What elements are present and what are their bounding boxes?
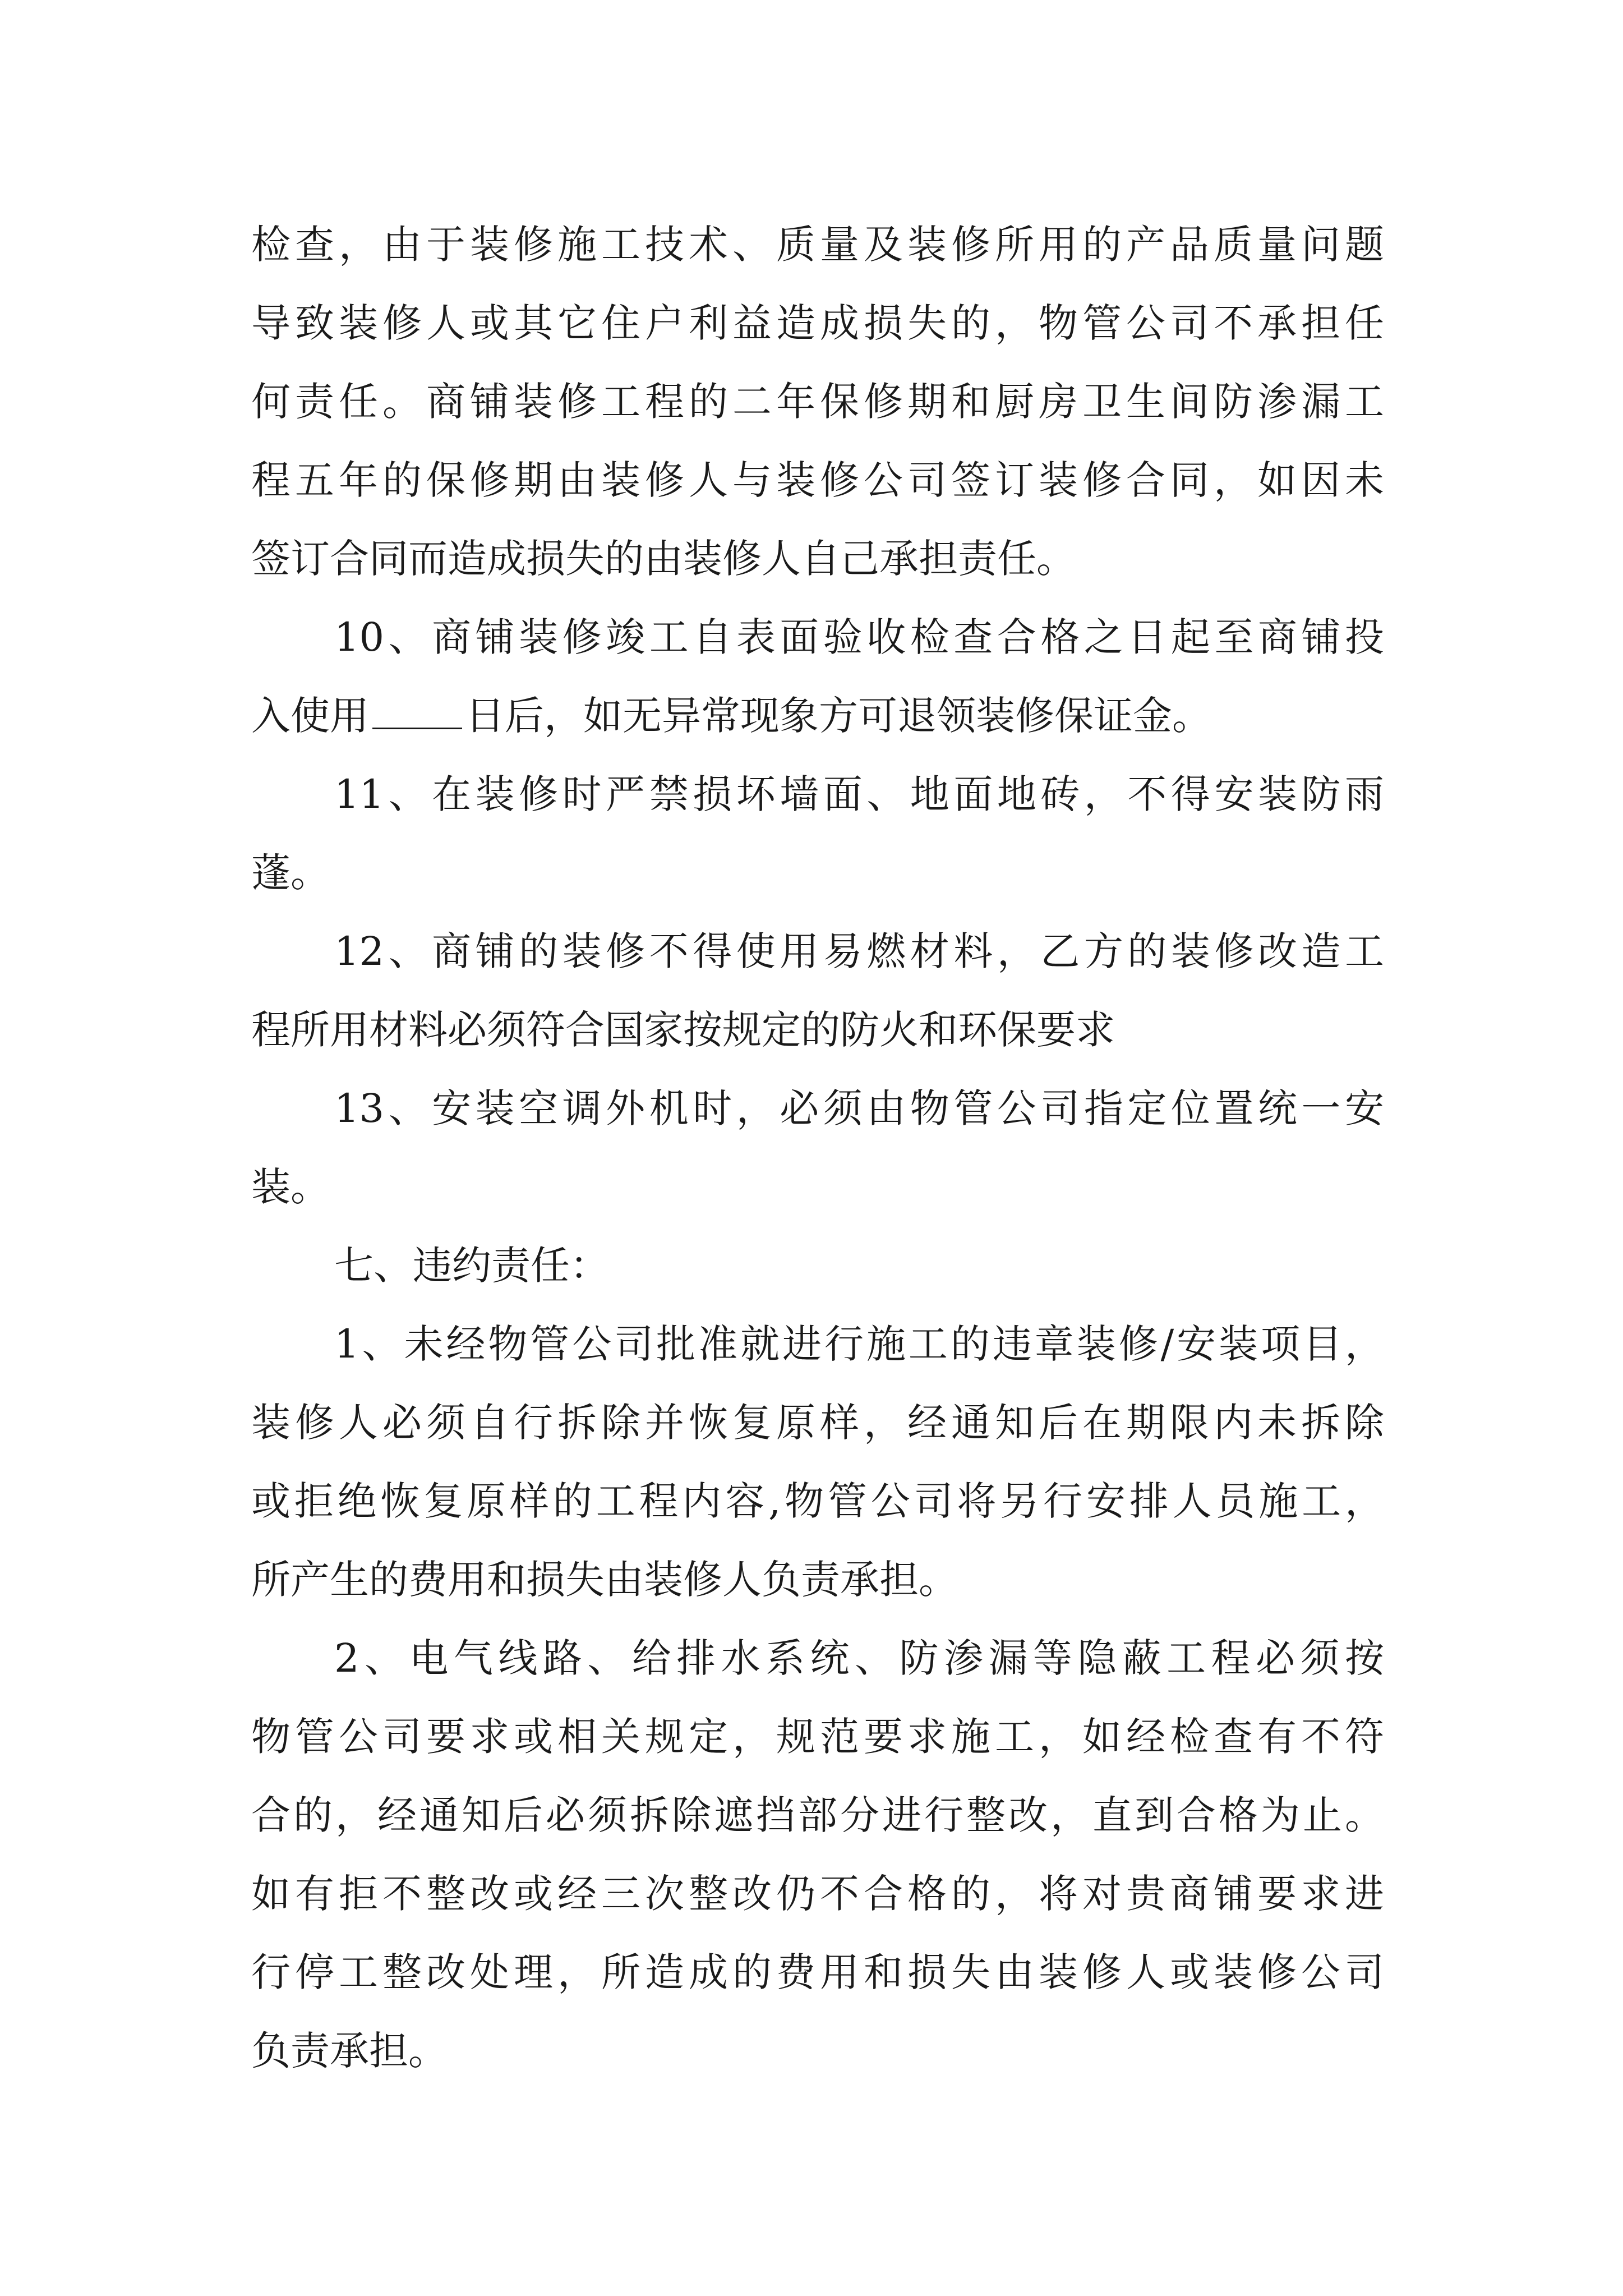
liability-2-line: 2、电气线路、给排水系统、防渗漏等隐蔽工程必须按: [334, 1635, 1384, 1681]
body-text-line: 检查，由于装修施工技术、质量及装修所用的产品质量问题: [251, 222, 1384, 268]
liability-1-line: 或拒绝恢复原样的工程内容,物管公司将另行安排人员施工，: [251, 1478, 1384, 1524]
liability-1-line: 装修人必须自行拆除并恢复原样，经通知后在期限内未拆除: [251, 1400, 1384, 1446]
clause-11-line: 11、在装修时严禁损坏墙面、地面地砖，不得安装防雨: [334, 771, 1384, 817]
clause-13-line: 装。: [251, 1164, 330, 1210]
body-text-line: 何责任。商铺装修工程的二年保修期和厨房卫生间防渗漏工: [251, 379, 1384, 425]
clause-10-line: 10、商铺装修竣工自表面验收检查合格之日起至商铺投: [334, 614, 1384, 660]
liability-1-line: 1、未经物管公司批准就进行施工的违章装修/安装项目，: [334, 1321, 1384, 1367]
liability-2-line: 行停工整改处理，所造成的费用和损失由装修人或装修公司: [251, 1949, 1384, 1995]
clause-12-line: 12、商铺的装修不得使用易燃材料，乙方的装修改造工: [334, 928, 1384, 974]
body-text-line: 程五年的保修期由装修人与装修公司签订装修合同，如因未: [251, 457, 1384, 503]
fill-in-blank: [372, 688, 462, 729]
liability-2-line: 物管公司要求或相关规定，规范要求施工，如经检查有不符: [251, 1714, 1384, 1760]
clause-10-text: 日后，如无异常现象方可退领装修保证金。: [465, 693, 1211, 739]
liability-2-line: 合的，经通知后必须拆除遮挡部分进行整改，直到合格为止。: [251, 1792, 1384, 1838]
liability-2-line: 负责承担。: [251, 2028, 448, 2074]
liability-2-line: 如有拒不整改或经三次整改仍不合格的，将对贵商铺要求进: [251, 1871, 1384, 1917]
clause-11-line: 蓬。: [251, 850, 330, 896]
clause-12-line: 程所用材料必须符合国家按规定的防火和环保要求: [251, 1007, 1115, 1053]
liability-1-line: 所产生的费用和损失由装修人负责承担。: [251, 1557, 958, 1603]
clause-10-text: 入使用: [251, 693, 369, 739]
clause-10-line: [251, 677, 1384, 755]
section-heading: 七、违约责任：: [334, 1243, 609, 1289]
body-text-line: 签订合同而造成损失的由装修人自己承担责任。: [251, 536, 1076, 582]
body-text-line: 导致装修人或其它住户利益造成损失的，物管公司不承担任: [251, 300, 1384, 346]
clause-13-line: 13、安装空调外机时，必须由物管公司指定位置统一安: [334, 1085, 1384, 1131]
